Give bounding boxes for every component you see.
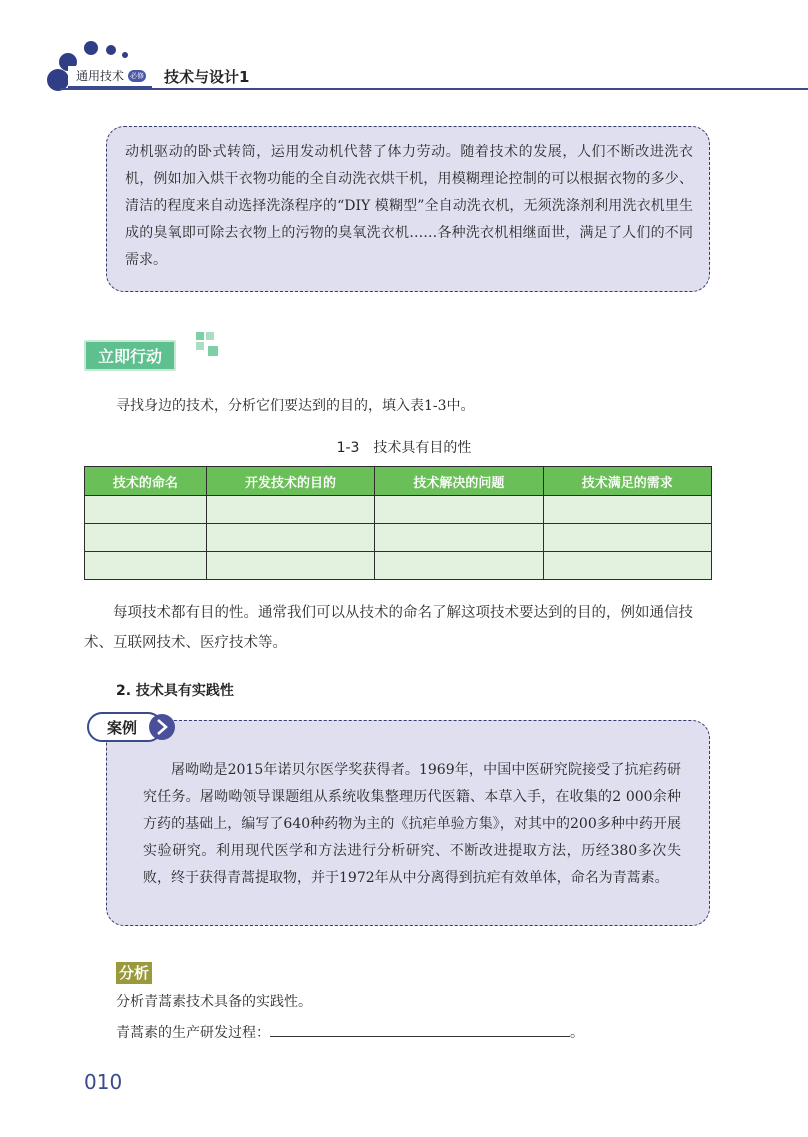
table-row (85, 524, 712, 552)
table-cell[interactable] (206, 524, 374, 552)
table-cell[interactable] (206, 552, 374, 580)
table-cell[interactable] (543, 496, 711, 524)
section-2-title: 2. 技术具有实践性 (116, 683, 234, 699)
table-cell[interactable] (85, 496, 207, 524)
table-cell[interactable] (85, 552, 207, 580)
header-series: 通用技术 (76, 69, 125, 83)
table-cell[interactable] (375, 496, 543, 524)
case-textbox (106, 720, 710, 926)
header-title: 技术与设计1 (164, 68, 250, 86)
analysis-line-1: 分析青蒿素技术具备的实践性。 (116, 994, 312, 1010)
case-text: 屠呦呦是2015年诺贝尔医学奖获得者。1969年，中国中医研究院接受了抗疟药研究任务。屠呦呦领导课题组从系统收集整理历代医籍、本草入手，在收集的2 000余种方药的基础上，编写了640种药物为主的《抗疟单验方集》，对其中的200多种中药开展实验研究。利用现代医学和方法进行分析研究、不断改进提取方法，历经380多次失败，终于获得青蒿提取物，并于1972年从中分离得到抗疟有效单体，命名为青蒿素。 (143, 762, 681, 886)
action-square-decoration (208, 346, 218, 356)
header-series-tag (68, 66, 152, 88)
purpose-table (84, 466, 712, 580)
table-caption: 1-3 技术具有目的性 (336, 440, 472, 456)
table-header-cell: 技术的命名 (85, 467, 207, 496)
table-row (85, 552, 712, 580)
table-header-cell: 技术解决的问题 (375, 467, 543, 496)
table-header-row (85, 467, 712, 496)
action-label: 立即行动 (84, 340, 176, 371)
case-label: 案例 (106, 719, 138, 737)
action-square-decoration (196, 342, 204, 350)
table-header-cell: 技术满足的需求 (543, 467, 711, 496)
table-row (85, 496, 712, 524)
answer-blank[interactable] (270, 1018, 570, 1037)
table-cell[interactable] (543, 524, 711, 552)
analysis-line-2-prefix: 青蒿素的生产研发过程： (116, 1025, 270, 1041)
purpose-paragraph: 每项技术都有目的性。通常我们可以从技术的命名了解这项技术要达到的目的，例如通信技术、互联网技术、医疗技术等。 (84, 605, 693, 651)
table-cell[interactable] (543, 552, 711, 580)
case-tab (86, 710, 178, 744)
table-cell[interactable] (375, 552, 543, 580)
analysis-label: 分析 (116, 962, 152, 984)
table-cell[interactable] (206, 496, 374, 524)
action-heading (84, 340, 176, 371)
washing-machine-text: 动机驱动的卧式转筒，运用发动机代替了体力劳动。随着技术的发展，人们不断改进洗衣机，例如加入烘干衣物功能的全自动洗衣烘干机，用模糊理论控制的可以根据衣物的多少、清洁的程度来自动选择洗涤程序的“DIY 模糊型”全自动洗衣机，无须洗涤剂利用洗衣机里生成的臭氧即可除去衣物上的污物的臭氧洗衣机……各种洗衣机相继面世，满足了人们的不同需求。 (125, 144, 693, 268)
washing-machine-textbox (106, 126, 710, 292)
table-header-cell: 开发技术的目的 (206, 467, 374, 496)
action-square-decoration (196, 332, 204, 340)
analysis-line-2-suffix: 。 (570, 1025, 584, 1041)
action-instruction: 寻找身边的技术，分析它们要达到的目的，填入表1-3中。 (116, 398, 475, 414)
header-badge: 必修 (130, 72, 145, 80)
table-cell[interactable] (85, 524, 207, 552)
table-cell[interactable] (375, 524, 543, 552)
analysis-line-2 (116, 1018, 584, 1047)
header-rule (60, 88, 808, 90)
action-square-decoration (206, 332, 214, 340)
page-number: 010 (84, 1070, 123, 1094)
